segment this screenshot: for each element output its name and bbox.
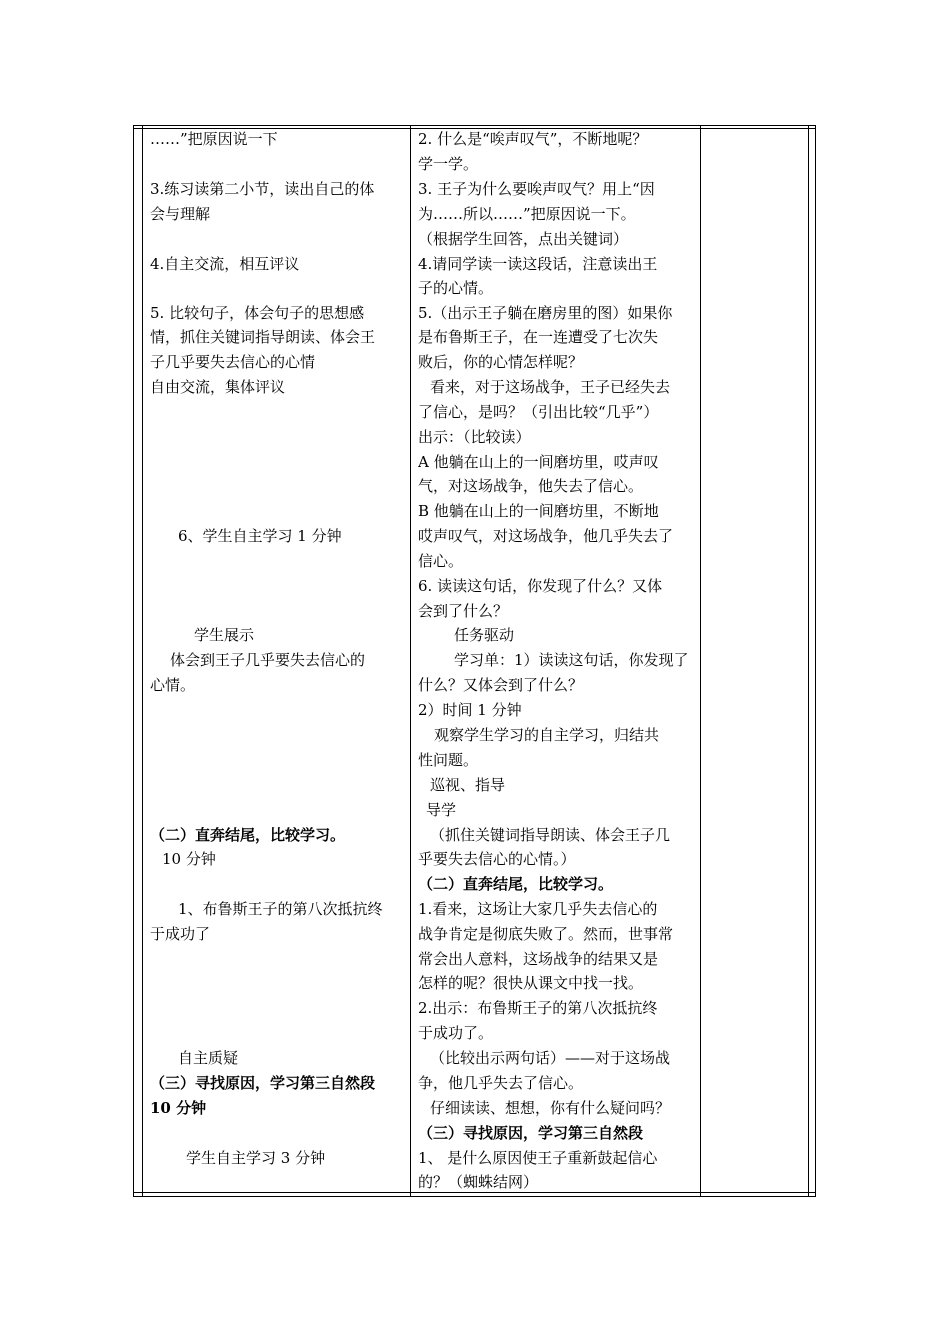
mid-line: 什么？又体会到了什么？ <box>418 676 584 694</box>
left-line: 3.练习读第二小节，读出自己的体 <box>150 180 375 198</box>
section-heading: （三）寻找原因，学习第三自然段 <box>150 1074 376 1092</box>
mid-line: 1、 是什么原因使王子重新鼓起信心 <box>418 1149 658 1167</box>
mid-line: 出示：（比较读） <box>418 428 531 446</box>
mid-line: 任务驱动 <box>454 626 515 644</box>
mid-line: 气，对这场战争，他失去了信心。 <box>418 477 644 495</box>
mid-line: 6. 读读这句话，你发现了什么？又体 <box>418 577 663 595</box>
mid-line: 仔细读读、想想，你有什么疑问吗？ <box>430 1099 671 1117</box>
left-line: 6、学生自主学习 1 分钟 <box>178 527 342 545</box>
left-line: 体会到王子几乎要失去信心的 <box>170 651 366 669</box>
mid-line: 5.（出示王子躺在磨房里的图）如果你 <box>418 304 673 322</box>
mid-line: 学一学。 <box>418 155 479 173</box>
left-line: 情，抓住关键词指导朗读、体会王 <box>150 328 376 346</box>
left-line: 5. 比较句子，体会句子的思想感 <box>150 304 365 322</box>
mid-line: 2.出示：布鲁斯王子的第八次抵抗终 <box>418 999 658 1017</box>
left-line: 自主质疑 <box>178 1049 239 1067</box>
mid-line: 巡视、指导 <box>430 776 506 794</box>
mid-line: 学习单：1）读读这句话，你发现了 <box>454 651 689 669</box>
mid-line: （抓住关键词指导朗读、体会王子几 <box>430 826 671 844</box>
section-heading: （三）寻找原因，学习第三自然段 <box>418 1124 644 1142</box>
left-line: 1、布鲁斯王子的第八次抵抗终 <box>178 900 383 918</box>
mid-line: 2）时间 1 分钟 <box>418 701 522 719</box>
mid-line: 败后，你的心情怎样呢？ <box>418 353 584 371</box>
teacher-activity-column <box>418 126 700 1196</box>
mid-line: 信心。 <box>418 552 464 570</box>
mid-line: 导学 <box>426 801 457 819</box>
mid-line: 的？（蜘蛛结网） <box>418 1173 539 1191</box>
section-heading: 10 分钟 <box>150 1099 207 1117</box>
table-right-inner-border <box>808 126 809 1196</box>
mid-line: 4.请同学读一读这段话，注意读出王 <box>418 255 658 273</box>
left-line: 学生自主学习 3 分钟 <box>186 1149 326 1167</box>
left-line: 子几乎要失去信心的心情 <box>150 353 316 371</box>
mid-line: 为……所以……”把原因说一下。 <box>418 205 636 223</box>
mid-line: 乎要失去信心的心情。） <box>418 850 576 868</box>
notes-column <box>708 126 800 1196</box>
left-line: 自由交流，集体评议 <box>150 378 286 396</box>
left-line: 会与理解 <box>150 205 211 223</box>
mid-line: 常会出人意料，这场战争的结果又是 <box>418 950 659 968</box>
section-heading: （二）直奔结尾，比较学习。 <box>150 826 346 844</box>
left-line: 于成功了 <box>150 925 211 943</box>
left-line: 10 分钟 <box>162 850 216 868</box>
table-left-inner-border <box>142 126 143 1196</box>
mid-line: A 他躺在山上的一间磨坊里，哎声叹 <box>418 453 659 471</box>
mid-line: B 他躺在山上的一间磨坊里，不断地 <box>418 502 659 520</box>
mid-line: 2. 什么是“唉声叹气”，不断地呢？ <box>418 130 648 148</box>
mid-line: 性问题。 <box>418 751 479 769</box>
column-divider-2 <box>700 126 701 1196</box>
mid-line: （根据学生回答，点出关键词） <box>418 230 629 248</box>
mid-line: （比较出示两句话）——对于这场战 <box>430 1049 671 1067</box>
mid-line: 争，他几乎失去了信心。 <box>418 1074 584 1092</box>
left-line: 心情。 <box>150 676 196 694</box>
mid-line: 了信心，是吗？（引出比较“几乎”） <box>418 403 659 421</box>
mid-line: 哎声叹气，对这场战争，他几乎失去了 <box>418 527 674 545</box>
left-line: 学生展示 <box>194 626 255 644</box>
mid-line: 于成功了。 <box>418 1024 494 1042</box>
mid-line: 战争肯定是彻底失败了。然而，世事常 <box>418 925 674 943</box>
column-divider-1 <box>410 126 411 1196</box>
mid-line: 会到了什么？ <box>418 602 509 620</box>
left-line: 4.自主交流，相互评议 <box>150 255 300 273</box>
student-activity-column <box>150 126 410 1196</box>
section-heading: （二）直奔结尾，比较学习。 <box>418 875 614 893</box>
mid-line: 看来，对于这场战争，王子已经失去 <box>430 378 671 396</box>
mid-line: 是布鲁斯王子，在一连遭受了七次失 <box>418 328 659 346</box>
left-line: ……”把原因说一下 <box>150 130 278 148</box>
mid-line: 怎样的呢？很快从课文中找一找。 <box>418 974 644 992</box>
mid-line: 子的心情。 <box>418 279 494 297</box>
mid-line: 1.看来，这场让大家几乎失去信心的 <box>418 900 658 918</box>
mid-line: 3. 王子为什么要唉声叹气？用上“因 <box>418 180 655 198</box>
lesson-plan-table <box>133 125 816 1197</box>
mid-line: 观察学生学习的自主学习，归结共 <box>434 726 660 744</box>
